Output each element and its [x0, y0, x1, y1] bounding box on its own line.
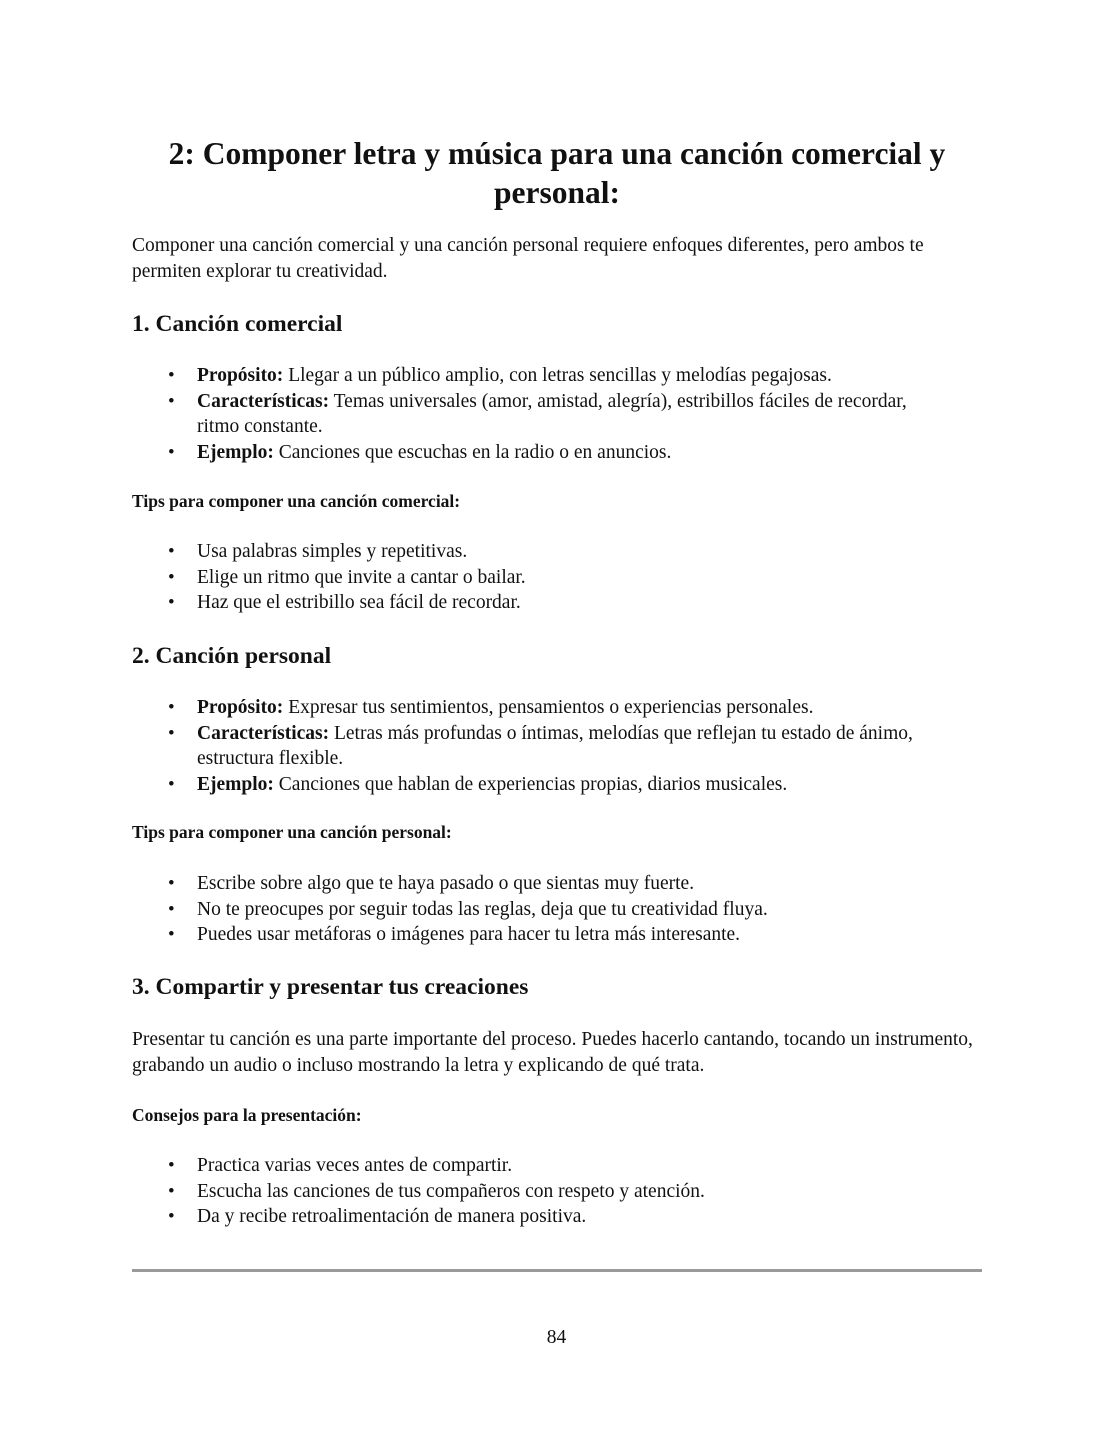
comercial-tips-list [132, 539, 942, 616]
bullet-icon: • [168, 592, 175, 613]
bullet-icon: • [168, 1206, 175, 1227]
item-label: Ejemplo: [197, 773, 274, 795]
list-item [132, 1179, 942, 1205]
list-item [132, 1153, 942, 1179]
page-title: 2: Componer letra y música para una canción comercial y personal: [168, 136, 946, 210]
item-label: Características: [197, 722, 330, 744]
tip-text: Practica varias veces antes de compartir. [197, 1155, 513, 1176]
footer-divider [132, 1269, 982, 1272]
item-label: Características: [197, 390, 330, 412]
section-heading-personal: 2. Canción personal [132, 643, 332, 669]
list-item [132, 922, 942, 948]
bullet-icon: • [168, 873, 175, 894]
presentacion-tips-list [132, 1153, 942, 1230]
list-item [132, 363, 942, 389]
item-text: Llegar a un público amplio, con letras sencillas y melodías pegajosas. [283, 365, 832, 386]
bullet-icon: • [168, 566, 175, 588]
tip-text: Escribe sobre algo que te haya pasado o que sientas muy fuerte. [197, 873, 695, 894]
list-item [132, 1204, 942, 1230]
comercial-characteristics-list [132, 363, 942, 465]
bullet-icon: • [168, 390, 175, 412]
bullet-icon: • [168, 722, 175, 744]
section-heading-comercial: 1. Canción comercial [132, 311, 343, 337]
personal-characteristics-list [132, 695, 942, 797]
tips-heading-comercial: Tips para componer una canción comercial: [132, 491, 461, 511]
list-item [132, 389, 942, 440]
list-item [132, 539, 942, 565]
intro-paragraph: Componer una canción comercial y una canción personal requiere enfoques diferentes, pero ambos te permiten explorar tu creatividad. [132, 235, 924, 282]
bullet-icon: • [168, 1180, 175, 1202]
item-text: Expresar tus sentimientos, pensamientos o experiencias personales. [283, 697, 814, 718]
section-heading-compartir: 3. Compartir y presentar tus creaciones [132, 974, 529, 1000]
tip-text: Escucha las canciones de tus compañeros con respeto y atención. [197, 1180, 705, 1202]
bullet-icon: • [168, 898, 175, 920]
tip-text: Da y recibe retroalimentación de manera positiva. [197, 1206, 587, 1227]
list-item [132, 440, 942, 466]
item-text: Temas universales (amor, amistad, alegría), estribillos fáciles de recordar, ritmo constante. [197, 390, 907, 437]
personal-tips-list [132, 871, 942, 948]
list-item [132, 897, 942, 923]
bullet-icon: • [168, 441, 175, 463]
list-item [132, 772, 942, 798]
list-item [132, 871, 942, 897]
bullet-icon: • [168, 697, 175, 718]
bullet-icon: • [168, 541, 175, 562]
page-number: 84 [546, 1327, 567, 1348]
tip-text: Puedes usar metáforas o imágenes para hacer tu letra más interesante. [197, 924, 741, 945]
bullet-icon: • [168, 365, 175, 386]
list-item [132, 721, 942, 772]
item-label: Ejemplo: [197, 441, 274, 463]
list-item [132, 590, 942, 616]
tip-text: Usa palabras simples y repetitivas. [197, 541, 468, 562]
item-label: Propósito: [197, 697, 284, 718]
item-label: Propósito: [197, 365, 284, 386]
tips-heading-personal: Tips para componer una canción personal: [132, 822, 452, 842]
bullet-icon: • [168, 924, 175, 945]
list-item [132, 565, 942, 591]
tip-text: No te preocupes por seguir todas las reglas, deja que tu creatividad fluya. [197, 898, 768, 920]
tip-text: Haz que el estribillo sea fácil de recordar. [197, 592, 521, 613]
list-item [132, 695, 942, 721]
item-text: Canciones que escuchas en la radio o en anuncios. [273, 441, 672, 463]
bullet-icon: • [168, 1155, 175, 1176]
item-text: Letras más profundas o íntimas, melodías que reflejan tu estado de ánimo, estructura flexible. [197, 722, 913, 769]
tips-heading-presentacion: Consejos para la presentación: [132, 1105, 362, 1125]
item-text: Canciones que hablan de experiencias propias, diarios musicales. [273, 773, 788, 795]
compartir-paragraph: Presentar tu canción es una parte importante del proceso. Puedes hacerlo cantando, tocando un instrumento, grabando un audio o incluso mostrando la letra y explicando de qué trata. [132, 1029, 973, 1076]
bullet-icon: • [168, 773, 175, 795]
tip-text: Elige un ritmo que invite a cantar o bailar. [197, 566, 526, 588]
